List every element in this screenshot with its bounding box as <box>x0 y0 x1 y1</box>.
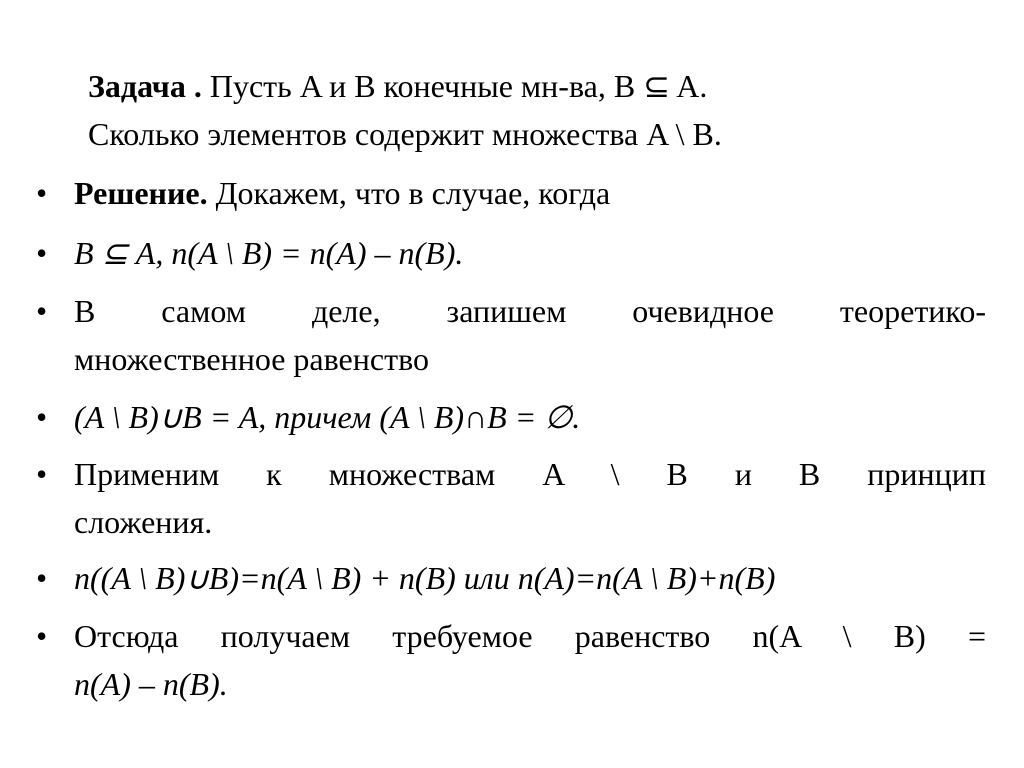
formula-line-3 <box>74 562 775 594</box>
text-line <box>74 506 212 538</box>
text-line-content: Применим к множествам A \ B и B принцип <box>74 456 986 492</box>
bullet-marker: • <box>36 560 48 596</box>
bullet-marker: • <box>36 293 48 329</box>
formula-line-2 <box>74 401 580 433</box>
formula-union: (A \ B)∪B = A, причем (A \ B)∩B = ∅. <box>74 399 581 435</box>
text-line-content: Отсюда получаем требуемое равенство n(A \ B) = <box>74 618 986 654</box>
text-line <box>74 295 986 327</box>
bullet-marker: • <box>36 235 48 271</box>
text-line-content: множественное равенство <box>74 341 429 377</box>
task-text-1: Пусть A и B конечные мн-ва, B ⊆ A. <box>209 68 708 104</box>
formula-line-1 <box>74 237 463 269</box>
text-line-content: сложения. <box>74 504 213 540</box>
text-line <box>74 620 986 652</box>
text-line <box>74 343 429 375</box>
text-line <box>74 668 228 700</box>
task-label: Задача . <box>88 68 202 104</box>
bullet-marker: • <box>36 618 48 654</box>
bullet-marker: • <box>36 399 48 435</box>
solution-text: Докажем, что в случае, когда <box>207 175 611 211</box>
solution-label: Решение. <box>74 175 208 211</box>
bullet-marker: • <box>36 175 48 211</box>
text-line <box>74 458 986 490</box>
task-line-2 <box>88 118 722 150</box>
task-text-2: Сколько элементов содержит множества A \ B. <box>88 116 722 152</box>
text-line-content: В самом деле, запишем очевидное теоретико- <box>74 293 986 329</box>
bullet-marker: • <box>36 456 48 492</box>
formula-difference: B ⊆ A, n(A \ B) = n(A) – n(B). <box>74 235 464 271</box>
formula-sum: n((A \ B)∪B)=n(A \ B) + n(B) или n(A)=n(A \ B)+n(B) <box>74 560 776 596</box>
task-line-1 <box>88 70 707 102</box>
solution-line <box>74 177 610 209</box>
formula-result: n(A) – n(B). <box>74 666 228 702</box>
